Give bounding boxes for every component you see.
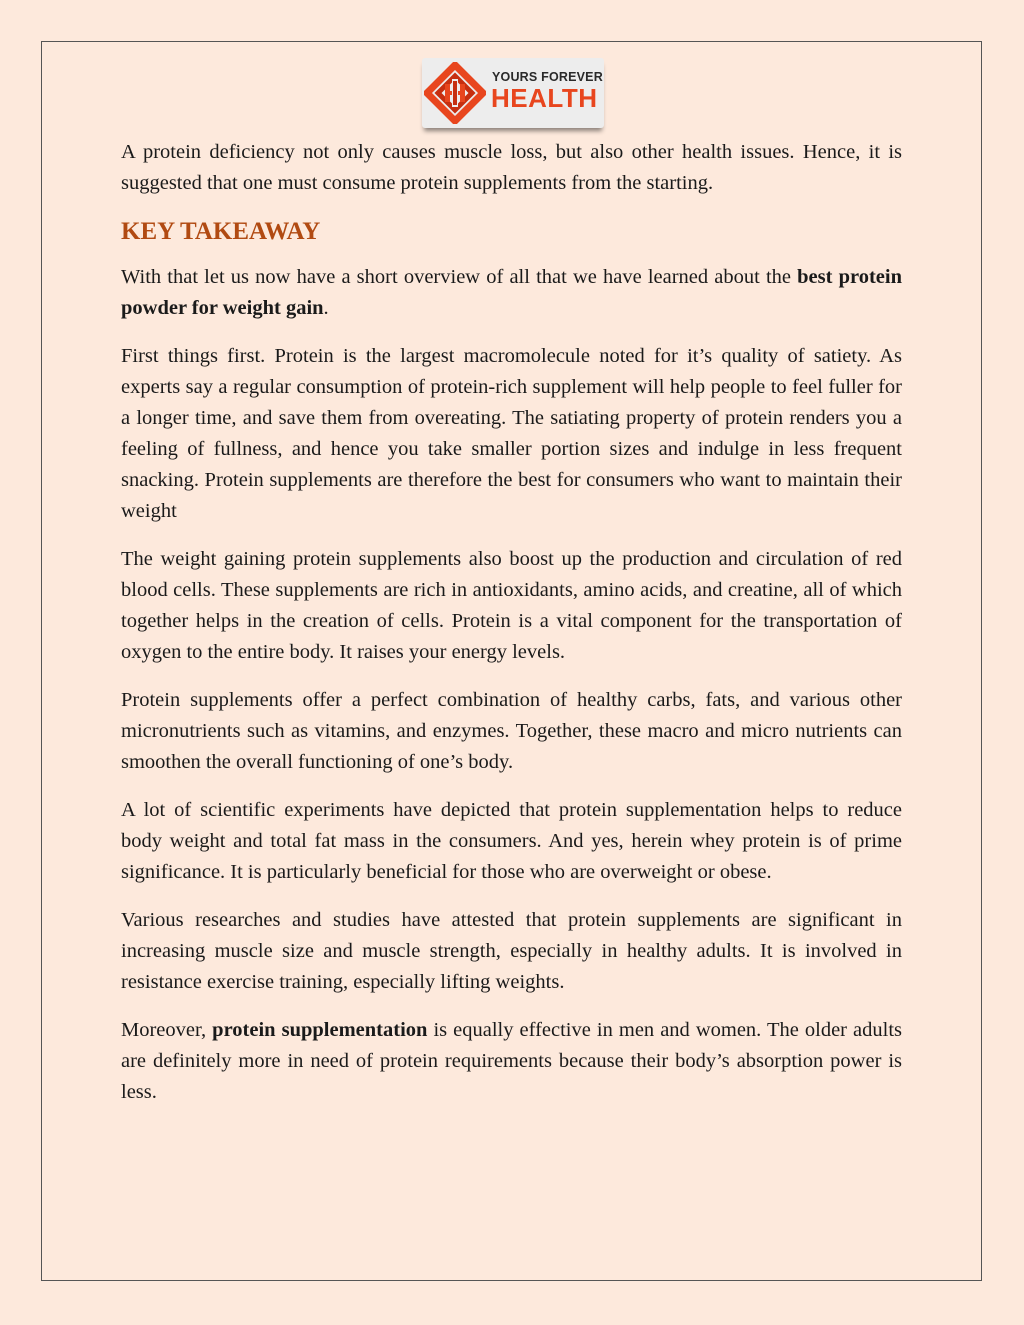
muscle-paragraph: Various researches and studies have attested that protein supplements are significant in increasing muscle size and muscle strength, especially in healthy adults. It is involved in resistance exercise training, especially lifting weights. [121, 909, 902, 993]
logo-text-top: YOURS FOREVER [492, 70, 603, 84]
logo-text-main: HEALTH [491, 83, 598, 113]
overview-text-end: . [323, 297, 329, 319]
fat-mass-paragraph: A lot of scientific experiments have depicted that protein supplementation helps to reduce body weight and total fat mass in the consumers. And yes, herein whey protein is of prime significance. It is particularly beneficial for those who are overweight or obese. [121, 799, 902, 883]
section-heading: KEY TAKEAWAY [121, 218, 321, 245]
nutrients-paragraph: Protein supplements offer a perfect combination of healthy carbs, fats, and various other micronutrients such as vitamins, and enzymes. Together, these macro and micro nutrients can smoothen the overall functioning of one’s body. [121, 689, 902, 773]
closing-text-end: is equally effective in men and women. The older adults are definitely more in need of protein requirements because their body’s absorption power is less. [121, 1019, 902, 1103]
satiety-paragraph: First things first. Protein is the largest macromolecule noted for it’s quality of satiety. As experts say a regular consumption of protein-rich supplement will help people to feel fuller for a longer time, and save them from overeating. The satiating property of protein renders you a feeling of fullness, and hence you take smaller portion sizes and indulge in less frequent snacking. Protein supplements are therefore the best for consumers who want to maintain their weight [121, 345, 902, 522]
blood-cells-paragraph: The weight gaining protein supplements also boost up the production and circulation of red blood cells. These supplements are rich in antioxidants, amino acids, and creatine, all of which together helps in the creation of cells. Protein is a vital component for the transportation of oxygen to the entire body. It raises your energy levels. [121, 548, 902, 663]
closing-paragraph [121, 1015, 902, 1108]
yfh-monogram-icon [424, 62, 486, 124]
intro-paragraph: A protein deficiency not only causes muscle loss, but also other health issues. Hence, it is suggested that one must consume protein supplements from the starting. [121, 141, 902, 194]
closing-bold-phrase: protein supplementation [212, 1019, 428, 1041]
overview-text-start: With that let us now have a short overview of all that we have learned about the [121, 266, 798, 288]
document-body [121, 137, 902, 1125]
overview-bold-phrase: best protein powder for weight gain [121, 266, 902, 319]
overview-paragraph [121, 262, 902, 324]
closing-text-start: Moreover, [121, 1019, 213, 1041]
brand-logo [422, 58, 604, 128]
